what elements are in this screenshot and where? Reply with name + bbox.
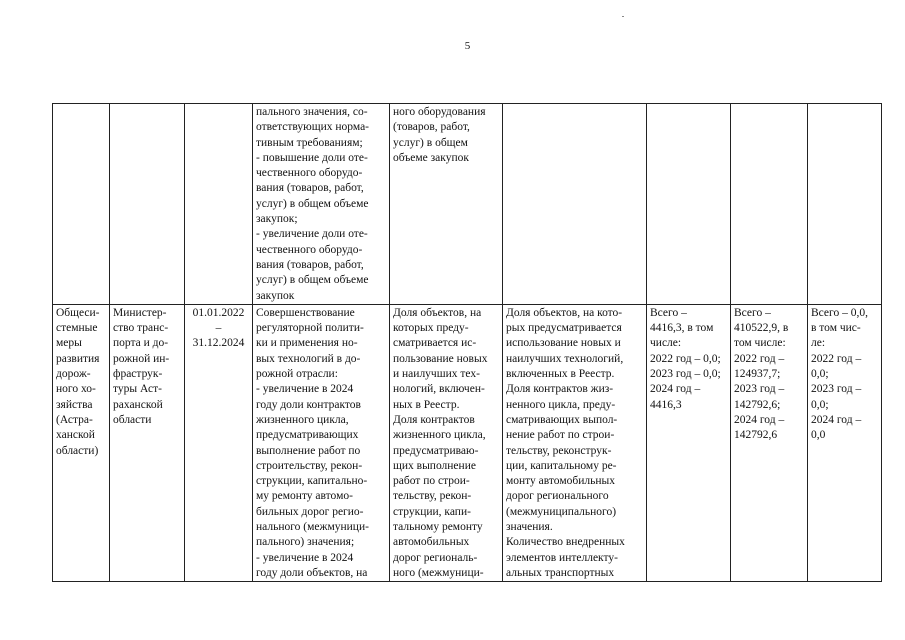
cell-budget2-empty (731, 104, 808, 305)
cell-period (185, 304, 253, 581)
cell-budget1 (647, 304, 731, 581)
cell-period-empty (185, 104, 253, 305)
indicator-text: Доля объектов, на которых преду- сматривается ис- пользование новых и наилучших тех- нологий, включен- ных в Реестр. Доля контрактов жизненного цикла, предусматриваю- щих выполнение работ по строи- тельству, рекон- струкции, капи- тальному ремонту автомобильных дорог региональ- ного (межмуници- (393, 306, 488, 579)
period-text: 01.01.2022 – 31.12.2024 (192, 306, 245, 350)
cell-executor-empty (110, 104, 185, 305)
cell-budget3 (808, 304, 882, 581)
scan-speck (622, 16, 624, 17)
budget1-text: Всего – 4416,3, в том числе: 2022 год – 0,0; 2023 год – 0,0; 2024 год – 4416,3 (650, 306, 721, 411)
executor-text: Министер- ство транс- порта и до- рожной ин- фраструк- туры Аст- раханской области (113, 306, 170, 426)
cell-budget1-empty (647, 104, 731, 305)
cell-executor (110, 304, 185, 581)
cell-budget2 (731, 304, 808, 581)
cell-budget3-empty (808, 104, 882, 305)
indicator-text: ного оборудования (товаров, работ, услуг) в общем объеме закупок (393, 106, 486, 164)
cell-name (53, 304, 110, 581)
table-row (53, 104, 882, 305)
program-measures-table (52, 103, 882, 582)
cell-measures (253, 304, 390, 581)
measures-text: пального значения, со- ответствующих норма- тивным требованиям; - повышение доли оте- чественного оборудо- вания (товаров, работ, услуг) в общем объеме закупок; - увеличение доли оте- чественного оборудо- вания (товаров, работ, услуг) в общем объеме закупок (256, 106, 370, 302)
budget2-text: Всего – 410522,9, в том числе: 2022 год – 124937,7; 2023 год – 142792,6; 2024 год – 142792,6 (734, 306, 789, 442)
name-text: Общеси- стемные меры развития дорож- ного хо- зяйства (Астра- ханской области) (56, 306, 100, 457)
page-number: 5 (464, 40, 471, 52)
cell-result (503, 304, 647, 581)
cell-name-empty (53, 104, 110, 305)
cell-measures (253, 104, 390, 305)
budget3-text: Всего – 0,0, в том чис- ле: 2022 год – 0,0; 2023 год – 0,0; 2024 год – 0,0 (811, 306, 868, 442)
measures-text: Совершенствование регуляторной полити- ки и применения но- вых технологий в до- рожной отрасли: - увеличение в 2024 году доли контрактов жизненного цикла, предусматривающих выполнение работ по строительству, рекон- струкции, капитально- му ремонту автомо- бильных дорог регио- нального (межмуници- пального) значения; - увеличение в 2024 году доли объектов, на (256, 306, 369, 579)
table-row (53, 304, 882, 581)
cell-indicator (390, 104, 503, 305)
cell-result-empty (503, 104, 647, 305)
cell-indicator (390, 304, 503, 581)
result-text: Доля объектов, на кото- рых предусматривается использование новых и наилучших технологий, включенных в Реестр. Доля контрактов жиз- ненного цикла, преду- сматривающих выпол- нение работ по строи- тельству, реконструк- ции, капитальному ре- монту автомобильных дорог регионального (межмуниципального) значения. Количество внедренных элементов интеллекту- альных транспортных (506, 306, 625, 579)
